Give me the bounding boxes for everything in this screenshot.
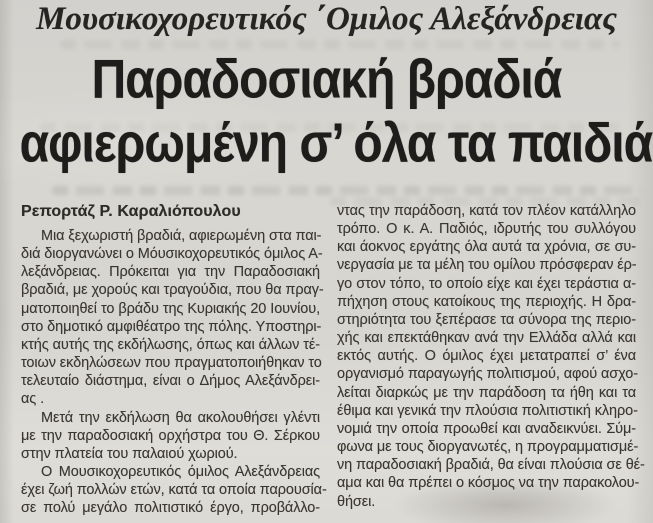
text-line: νεργασία με τα μέλη του ομίλου πρόσφεραν έρ- — [337, 257, 637, 274]
text-line: ντας την παράδοση, κατά τον πλέον κατάλληλο — [337, 203, 636, 219]
text-line: έχει ζωή πολλών ετών, κατά τα οποία παρουσία- — [21, 482, 327, 499]
text-line: βραδιά, με χορούς και τραγούδια, που θα πραγ- — [21, 282, 324, 299]
text-line: και άοκνος εργάτης όλα αυτά τα χρόνια, σε συ- — [337, 239, 636, 256]
column-left — [21, 202, 327, 518]
text-line: στηριότητα του ξεπέρασε τα σύνορα της περιο- — [337, 311, 636, 328]
text-line: στην πλατεία του παλαιού χωριού. — [21, 445, 238, 462]
text-line: νομιά την οποία προωθεί και αναδεικνύει. Σύμ- — [337, 420, 636, 437]
text-line: φωνα με τους διοργανωτές, η προγραμματισμέ- — [337, 439, 639, 456]
text-line: νη παραδοσιακή βραδιά, θα είναι πλούσια σε θέ- — [337, 457, 645, 474]
text-line: οργανισμό παραγωγής πολιτισμού, αφού ασχο- — [337, 366, 638, 383]
column-left-text — [21, 227, 327, 518]
text-line: τελευταίο διάστημα, είναι ο Δήμος Αλεξάνδρει- — [21, 373, 320, 390]
text-line: πήχηση στους κατοίκους της περιοχής. Η δρα- — [337, 293, 636, 310]
kicker-headline: Μουσικοχορευτικός ΄Ομιλος Αλεξάνδρειας — [36, 1, 617, 37]
text-line: τοιων εκδηλώσεων που πραγματοποιήθηκαν το — [21, 355, 322, 372]
text-line: αμα και θα πρέπει ο κόσμος να την παρακολου- — [337, 475, 640, 492]
headline-line-2: αφιερωμένη σ’ όλα τα παιδιά — [19, 111, 653, 174]
text-line: γο στον τόπο, το οποίο είχε και έχει τεράστια α- — [337, 275, 636, 292]
text-line: χής και επεκτάθηκαν ανά την Ελλάδα αλλά και — [337, 330, 636, 347]
text-line: Μια ξεχωριστή βραδιά, αφιερωμένη στα παι- — [41, 228, 322, 244]
text-line: λεξάνδρειας. Πρόκειται για την Παραδοσιακή — [21, 264, 320, 281]
text-line: εκτός αυτής. Ο όμιλος έχει μετατραπεί σ’ ένα — [337, 348, 636, 365]
text-line: διά διοργανώνει ο Μόυσικοχορευτικός όμιλος Α- — [21, 246, 323, 263]
text-line: Μετά την εκδήλωση θα ακολουθήσει γλέντι — [41, 409, 320, 426]
column-right — [337, 202, 645, 518]
article-body — [21, 202, 645, 518]
text-line: ας . — [21, 391, 45, 408]
showthrough-text — [52, 186, 642, 195]
text-line: έθιμα και γενικά την πλούσια πολιτιστική κληρο- — [337, 402, 638, 419]
text-line: σε πολύ μεγάλο πολιτιστικό έργο, προβάλλο- — [21, 500, 320, 517]
text-line: στο δημοτικό αμφιθέατρο της πόλης. Υποστηρι- — [21, 318, 322, 335]
main-headline — [0, 47, 653, 175]
byline: Ρεπορτάζ Ρ. Καραλιόπουλου — [21, 203, 241, 220]
text-line: με την παραδοσιακή ορχήστρα του Θ. Σέρκου — [21, 427, 320, 444]
text-line: Ο Μουσικοχορευτικός όμιλος Αλεξάνδρειας — [41, 464, 320, 481]
headline-line-1: Παραδοσιακή βραδιά — [91, 47, 562, 110]
text-line: λείται διαρκώς με την παράδοση τα ήθη και τα — [337, 384, 636, 401]
text-line: κτής αυτής της εκδήλωσης, όπως και άλλων τέ- — [21, 336, 320, 353]
text-line: θήσει. — [337, 493, 376, 510]
column-right-text — [337, 202, 645, 511]
text-line: τρόπο. Ο κ. Α. Παδιός, ιδρυτής του συλλόγου — [337, 221, 636, 238]
text-line: ματοποιηθεί το βράδυ της Κυριακής 20 Ιουνίου, — [21, 300, 320, 317]
